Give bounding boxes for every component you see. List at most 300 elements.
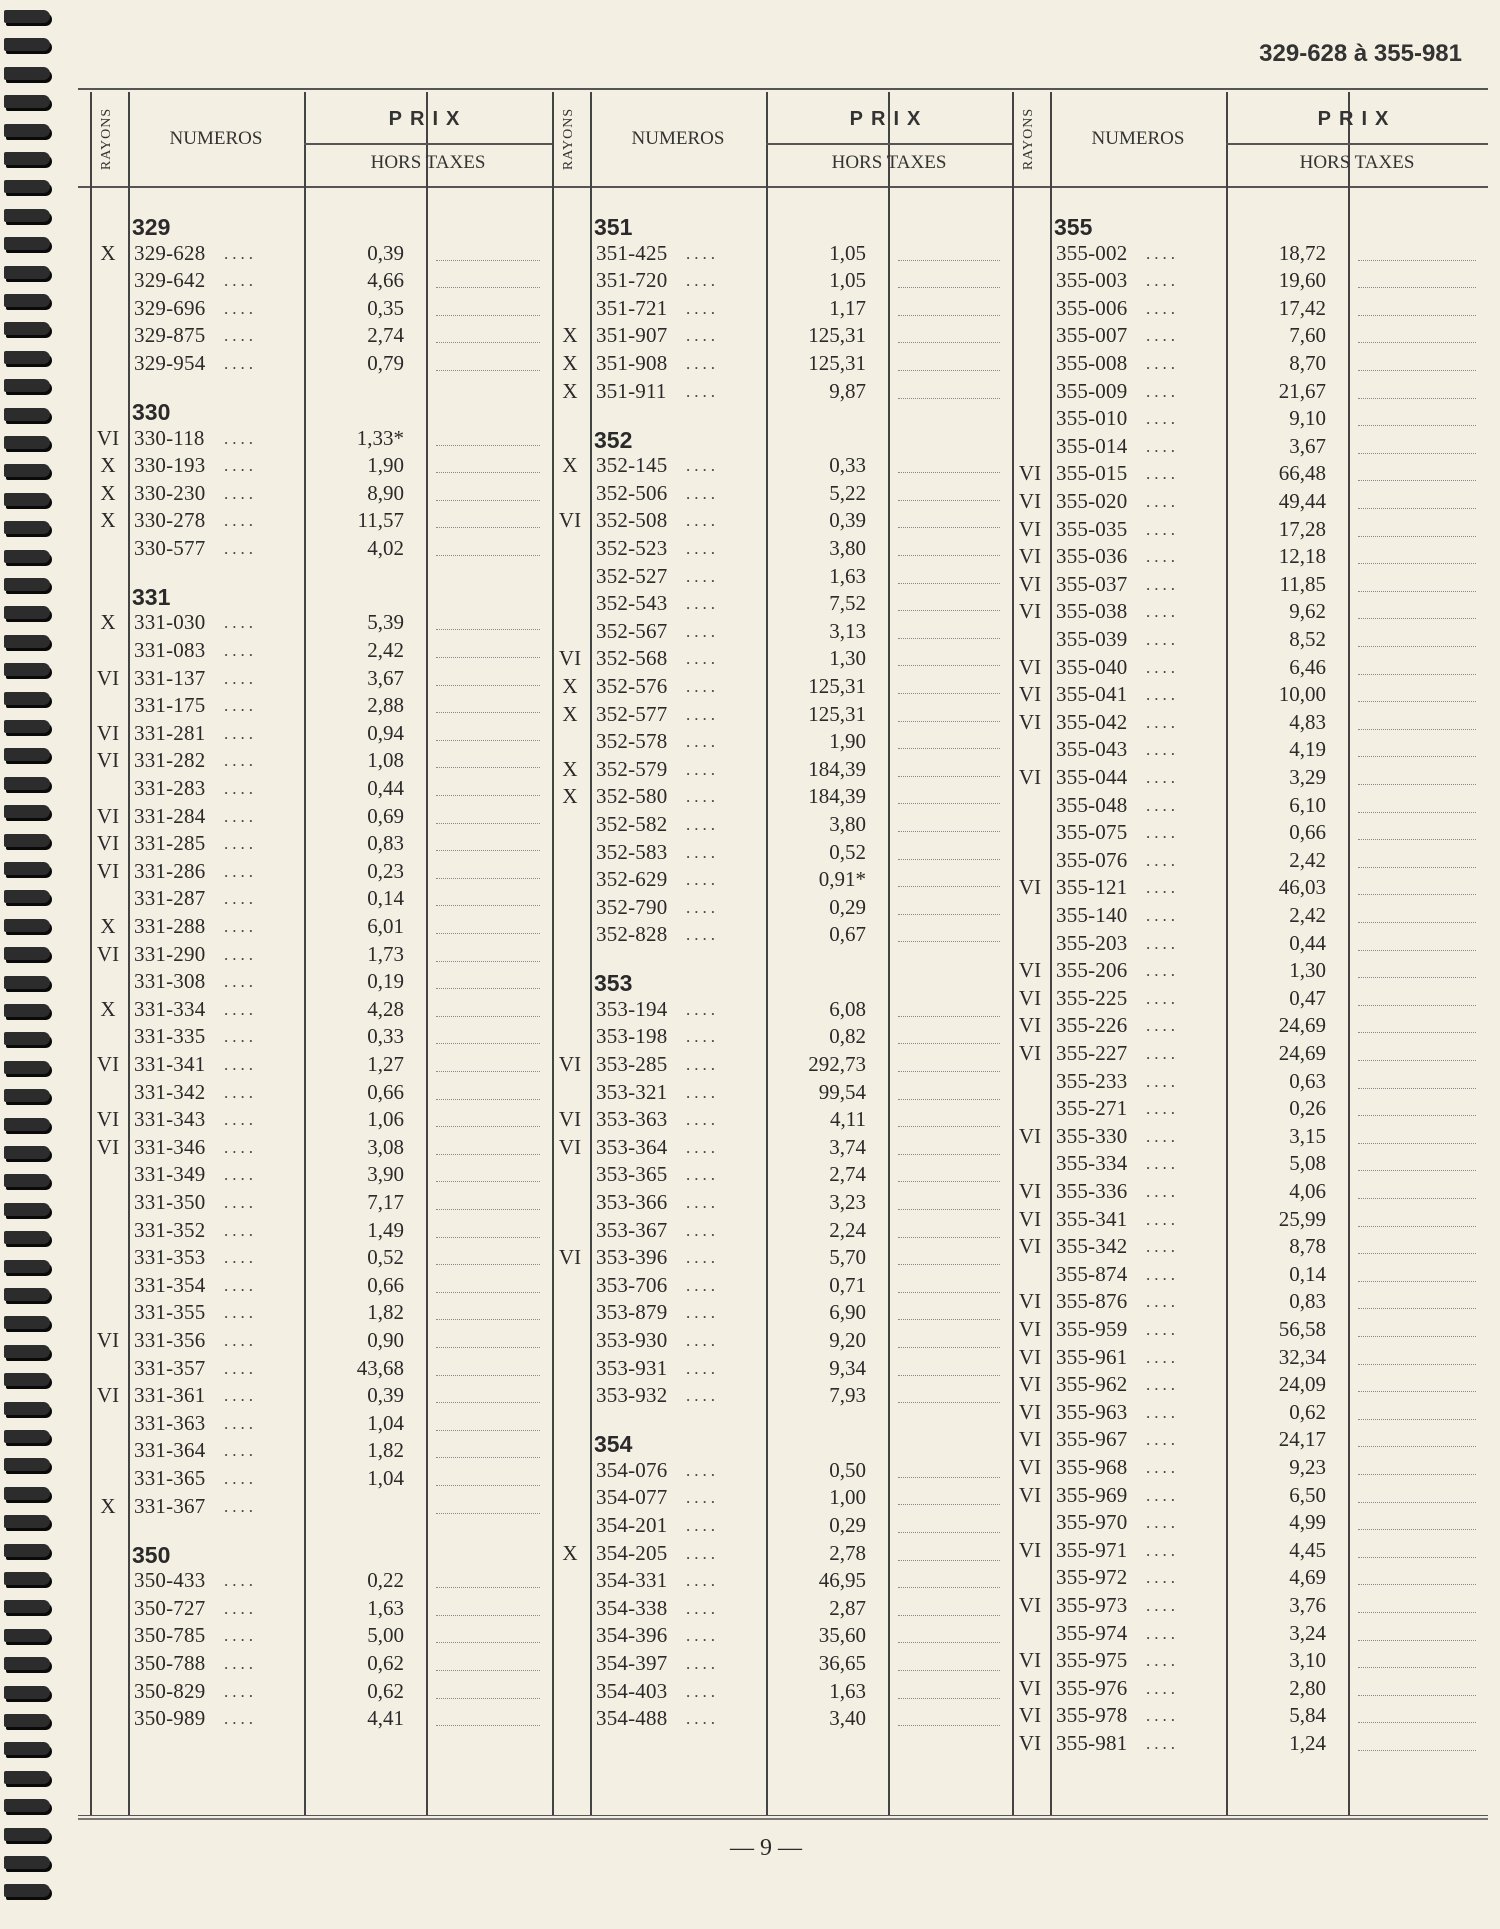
article-number: 355-975 xyxy=(1056,1648,1128,1673)
rayon-cell xyxy=(1012,1095,1048,1123)
price-value: 0,19 xyxy=(367,969,404,994)
price-value: 0,90 xyxy=(367,1328,404,1353)
column-divider xyxy=(128,92,130,1815)
price-value: 49,44 xyxy=(1278,489,1326,513)
article-number: 355-043 xyxy=(1056,737,1128,762)
binding-ring xyxy=(4,1714,50,1727)
page-number: — 9 — xyxy=(730,1835,802,1861)
article-number: 352-567 xyxy=(596,618,668,643)
entry-line xyxy=(1358,1557,1476,1558)
binding-ring xyxy=(4,1004,50,1017)
price-value: 0,14 xyxy=(367,886,404,911)
leader-dots: .... xyxy=(1146,823,1179,843)
entry-line xyxy=(898,555,1000,556)
binding-ring xyxy=(4,578,50,591)
article-number: 355-876 xyxy=(1056,1289,1128,1314)
leader-dots: .... xyxy=(1146,1347,1179,1367)
footer-rule xyxy=(78,1818,1488,1820)
price-value: 6,08 xyxy=(829,996,866,1021)
entry-line xyxy=(1358,1253,1476,1254)
leader-dots: .... xyxy=(686,842,719,862)
article-number: 352-527 xyxy=(596,563,668,588)
entry-line xyxy=(1358,674,1476,675)
rayon-cell xyxy=(552,1299,588,1327)
body-bottom-rule xyxy=(78,1815,1488,1816)
entry-line xyxy=(1358,1446,1476,1447)
entry-line xyxy=(436,1099,540,1100)
entry-line xyxy=(436,1513,540,1514)
rayon-cell: VI xyxy=(1018,875,1042,900)
price-value: 24,09 xyxy=(1278,1372,1326,1397)
rayon-cell xyxy=(90,1705,126,1733)
entry-line xyxy=(436,878,540,879)
price-value: 1,49 xyxy=(367,1217,404,1242)
rayon-cell: VI xyxy=(1018,1234,1042,1259)
price-value: 3,80 xyxy=(829,535,866,560)
entry-line xyxy=(436,1402,540,1403)
article-number: 329-875 xyxy=(134,323,206,348)
binding-ring xyxy=(4,322,50,335)
column-divider xyxy=(590,92,592,1815)
article-number: 353-367 xyxy=(596,1217,668,1242)
price-value: 5,08 xyxy=(1289,1151,1326,1176)
price-value: 4,69 xyxy=(1289,1565,1326,1590)
leader-dots: .... xyxy=(686,1082,719,1102)
price-value: 0,66 xyxy=(367,1079,404,1104)
price-value: 1,04 xyxy=(367,1410,404,1435)
article-number: 331-357 xyxy=(134,1355,206,1380)
price-value: 1,90 xyxy=(829,729,866,754)
article-number: 351-720 xyxy=(596,268,668,293)
leader-dots: .... xyxy=(686,1248,719,1268)
price-value: 125,31 xyxy=(808,351,866,375)
leader-dots: .... xyxy=(686,1515,719,1535)
price-value: 1,30 xyxy=(829,646,866,671)
leader-dots: .... xyxy=(1146,1623,1179,1643)
article-number: 355-330 xyxy=(1056,1123,1128,1148)
entry-line xyxy=(436,500,540,501)
rayon-cell xyxy=(552,1650,588,1678)
rayon-cell xyxy=(90,885,126,913)
price-value: 6,46 xyxy=(1289,654,1326,679)
binding-ring xyxy=(4,436,50,449)
rayon-cell xyxy=(90,775,126,803)
article-number: 355-015 xyxy=(1056,461,1128,486)
rayon-cell: VI xyxy=(1018,544,1042,569)
article-number: 352-543 xyxy=(596,591,668,616)
article-number: 354-338 xyxy=(596,1595,668,1620)
rayon-cell: VI xyxy=(96,1134,120,1159)
rayon-cell xyxy=(552,1484,588,1512)
price-value: 46,03 xyxy=(1278,875,1326,900)
price-value: 2,42 xyxy=(1289,847,1326,872)
binding-ring xyxy=(4,1288,50,1301)
leader-dots: .... xyxy=(224,1303,257,1323)
price-value: 43,68 xyxy=(356,1355,404,1380)
leader-dots: .... xyxy=(224,428,257,448)
price-value: 3,40 xyxy=(829,1706,866,1731)
price-value: 3,90 xyxy=(367,1162,404,1187)
price-value: 8,90 xyxy=(367,480,404,505)
entry-line xyxy=(898,260,1000,261)
article-number: 331-287 xyxy=(134,886,206,911)
rayon-cell xyxy=(90,1410,126,1438)
article-number: 354-077 xyxy=(596,1485,668,1510)
entry-line xyxy=(1358,1281,1476,1282)
entry-line xyxy=(436,767,540,768)
article-number: 331-308 xyxy=(134,969,206,994)
leader-dots: .... xyxy=(224,1626,257,1646)
price-value: 0,44 xyxy=(367,776,404,801)
rayon-cell xyxy=(552,1457,588,1485)
rayon-cell xyxy=(552,1327,588,1355)
binding-ring xyxy=(4,919,50,932)
entry-line xyxy=(898,1698,1000,1699)
leader-dots: .... xyxy=(224,1082,257,1102)
rayon-cell xyxy=(90,1595,126,1623)
article-number: 355-203 xyxy=(1056,930,1128,955)
article-number: 355-341 xyxy=(1056,1206,1128,1231)
rayon-cell: VI xyxy=(1018,1123,1042,1148)
price-value: 0,47 xyxy=(1289,985,1326,1010)
entry-line xyxy=(898,776,1000,777)
rayons-header: RAYONS xyxy=(99,107,114,171)
rayon-cell xyxy=(552,1705,588,1733)
price-value: 17,28 xyxy=(1278,516,1326,541)
leader-dots: .... xyxy=(224,326,257,346)
entry-line xyxy=(436,850,540,851)
rayon-cell xyxy=(1012,1509,1048,1537)
entry-line xyxy=(1358,1364,1476,1365)
entry-line xyxy=(436,1485,540,1486)
article-number: 355-076 xyxy=(1056,847,1128,872)
price-value: 12,18 xyxy=(1278,544,1326,569)
price-value: 35,60 xyxy=(818,1623,866,1648)
leader-dots: .... xyxy=(686,1653,719,1673)
rayon-cell xyxy=(90,350,126,378)
rayon-cell xyxy=(552,240,588,268)
leader-dots: .... xyxy=(224,613,257,633)
entry-line xyxy=(898,1154,1000,1155)
price-value: 0,66 xyxy=(367,1272,404,1297)
price-value: 9,34 xyxy=(829,1355,866,1380)
leader-dots: .... xyxy=(224,1275,257,1295)
leader-dots: .... xyxy=(224,917,257,937)
entry-line xyxy=(436,527,540,528)
rayon-cell: VI xyxy=(1018,1344,1042,1369)
leader-dots: .... xyxy=(224,1193,257,1213)
rayon-cell: VI xyxy=(1018,709,1042,734)
price-value: 24,69 xyxy=(1278,1041,1326,1065)
article-number: 329-628 xyxy=(134,240,206,265)
binding-ring xyxy=(4,663,50,676)
article-number: 331-083 xyxy=(134,638,206,663)
leader-dots: .... xyxy=(1146,1402,1179,1422)
price-value: 5,70 xyxy=(829,1245,866,1270)
article-number: 355-044 xyxy=(1056,765,1128,789)
price-value: 125,31 xyxy=(808,323,866,348)
rayon-cell: VI xyxy=(558,508,582,533)
top-rule xyxy=(78,88,1488,90)
entry-line xyxy=(898,472,1000,473)
price-value: 1,17 xyxy=(829,295,866,320)
binding-ring xyxy=(4,464,50,477)
article-number: 331-137 xyxy=(134,665,206,690)
rayon-cell: VI xyxy=(96,720,120,745)
leader-dots: .... xyxy=(224,641,257,661)
price-value: 0,71 xyxy=(829,1272,866,1297)
price-value: 0,91* xyxy=(818,867,866,892)
column-divider xyxy=(1050,92,1052,1815)
entry-line xyxy=(1358,1170,1476,1171)
rayon-cell xyxy=(1012,626,1048,654)
leader-dots: .... xyxy=(224,1027,257,1047)
rayon-cell: X xyxy=(562,756,578,781)
rayon-cell: X xyxy=(562,1540,578,1565)
entry-line xyxy=(898,527,1000,528)
article-number: 355-233 xyxy=(1056,1068,1128,1093)
leader-dots: .... xyxy=(1146,1430,1179,1450)
leader-dots: .... xyxy=(686,594,719,614)
rayon-cell xyxy=(90,637,126,665)
hors-taxes-header: HORS TAXES xyxy=(831,152,947,173)
rayon-cell xyxy=(1012,847,1048,875)
article-number: 331-353 xyxy=(134,1245,206,1270)
article-number: 329-642 xyxy=(134,268,206,293)
article-number: 355-981 xyxy=(1056,1731,1128,1755)
leader-dots: .... xyxy=(1146,1540,1179,1560)
column-divider xyxy=(1348,92,1350,1815)
leader-dots: .... xyxy=(1146,271,1179,291)
rayon-cell: VI xyxy=(96,665,120,690)
article-number: 355-969 xyxy=(1056,1482,1128,1507)
price-value: 0,62 xyxy=(367,1650,404,1675)
leader-dots: .... xyxy=(224,834,257,854)
article-number: 353-365 xyxy=(596,1162,668,1187)
rayon-cell xyxy=(1012,378,1048,406)
leader-dots: .... xyxy=(224,1681,257,1701)
price-value: 1,24 xyxy=(1289,1731,1326,1755)
price-value: 5,84 xyxy=(1289,1703,1326,1728)
entry-line xyxy=(1358,1226,1476,1227)
binding-ring xyxy=(4,1373,50,1386)
leader-dots: .... xyxy=(686,704,719,724)
entry-line xyxy=(436,1209,540,1210)
rayon-cell: VI xyxy=(96,941,120,966)
entry-line xyxy=(1358,618,1476,619)
article-number: 355-962 xyxy=(1056,1372,1128,1397)
article-number: 355-973 xyxy=(1056,1593,1128,1617)
leader-dots: .... xyxy=(686,566,719,586)
price-value: 0,52 xyxy=(829,839,866,864)
rayon-cell: VI xyxy=(1018,1399,1042,1424)
leader-dots: .... xyxy=(686,1709,719,1729)
entry-line xyxy=(1358,839,1476,840)
article-number: 331-346 xyxy=(134,1134,206,1159)
entry-line xyxy=(898,1725,1000,1726)
rayon-cell: VI xyxy=(1018,1731,1042,1755)
page-range-title: 329-628 à 355-981 xyxy=(1259,40,1462,67)
leader-dots: .... xyxy=(686,1681,719,1701)
column-divider xyxy=(1226,92,1228,1815)
leader-dots: .... xyxy=(686,1137,719,1157)
entry-line xyxy=(436,555,540,556)
leader-dots: .... xyxy=(686,732,719,752)
price-value: 17,42 xyxy=(1278,295,1326,320)
leader-dots: .... xyxy=(224,354,257,373)
entry-line xyxy=(1358,1667,1476,1668)
article-number: 331-334 xyxy=(134,996,206,1021)
price-value: 184,39 xyxy=(808,756,866,781)
price-value: 0,29 xyxy=(829,1512,866,1537)
price-value: 7,52 xyxy=(829,591,866,616)
rayon-cell xyxy=(1012,405,1048,433)
leader-dots: .... xyxy=(224,456,257,476)
entry-line xyxy=(1358,1336,1476,1337)
leader-dots: .... xyxy=(224,1165,257,1185)
entry-line xyxy=(1358,977,1476,978)
binding-ring xyxy=(4,379,50,392)
price-value: 0,66 xyxy=(1289,820,1326,845)
entry-line xyxy=(436,740,540,741)
binding-ring xyxy=(4,692,50,705)
leader-dots: .... xyxy=(1146,547,1179,567)
price-value: 25,99 xyxy=(1278,1206,1326,1231)
rayon-cell: VI xyxy=(1018,1013,1042,1038)
leader-dots: .... xyxy=(224,1386,257,1406)
article-number: 355-970 xyxy=(1056,1510,1128,1535)
entry-line xyxy=(436,315,540,316)
rayon-cell: X xyxy=(100,610,116,635)
entry-line xyxy=(1358,1115,1476,1116)
entry-line xyxy=(1358,370,1476,371)
entry-line xyxy=(1358,1143,1476,1144)
article-number: 352-629 xyxy=(596,867,668,892)
article-number: 355-014 xyxy=(1056,433,1128,458)
binding-ring xyxy=(4,1174,50,1187)
price-value: 19,60 xyxy=(1278,268,1326,293)
rayon-cell xyxy=(552,921,588,949)
price-value: 0,67 xyxy=(829,922,866,947)
rayon-cell: VI xyxy=(1018,1317,1042,1341)
entry-line xyxy=(436,629,540,630)
leader-dots: .... xyxy=(1146,1651,1179,1671)
rayon-cell xyxy=(90,1678,126,1706)
price-value: 1,30 xyxy=(1289,958,1326,983)
binding-ring xyxy=(4,209,50,222)
entry-line xyxy=(436,823,540,824)
rayon-cell xyxy=(1012,433,1048,461)
rayon-cell: VI xyxy=(1018,1289,1042,1314)
price-value: 3,29 xyxy=(1289,765,1326,789)
rayon-cell: X xyxy=(100,508,116,533)
rayon-cell: VI xyxy=(1018,1372,1042,1397)
entry-line xyxy=(1358,1474,1476,1475)
entry-line xyxy=(436,657,540,658)
rayon-cell: VI xyxy=(1018,1648,1042,1673)
article-number: 352-568 xyxy=(596,646,668,671)
entry-line xyxy=(1358,1032,1476,1033)
article-number: 355-075 xyxy=(1056,820,1128,845)
article-number: 355-002 xyxy=(1056,240,1128,265)
leader-dots: .... xyxy=(686,1386,719,1406)
price-value: 0,22 xyxy=(367,1568,404,1593)
entry-line xyxy=(1358,950,1476,951)
entry-line xyxy=(898,1532,1000,1533)
entry-line xyxy=(436,445,540,446)
entry-line xyxy=(898,665,1000,666)
price-value: 2,24 xyxy=(829,1217,866,1242)
article-number: 354-205 xyxy=(596,1540,668,1565)
leader-dots: .... xyxy=(1146,1209,1179,1229)
rayon-cell xyxy=(552,535,588,563)
rayon-cell: VI xyxy=(1018,958,1042,983)
leader-dots: .... xyxy=(686,483,719,503)
leader-dots: .... xyxy=(224,751,257,771)
price-value: 3,15 xyxy=(1289,1123,1326,1148)
entry-line xyxy=(1358,260,1476,261)
rayon-cell: X xyxy=(562,673,578,698)
price-value: 1,63 xyxy=(829,563,866,588)
group-title: 352 xyxy=(594,426,633,453)
group-title: 354 xyxy=(594,1431,633,1458)
rayon-cell xyxy=(552,1595,588,1623)
price-value xyxy=(314,1493,404,1521)
price-value: 2,88 xyxy=(367,693,404,718)
price-value: 0,23 xyxy=(367,858,404,883)
leader-dots: .... xyxy=(1146,1071,1179,1091)
binding-ring xyxy=(4,521,50,534)
rayons-header: RAYONS xyxy=(561,107,576,171)
article-number: 352-508 xyxy=(596,508,668,533)
binding-ring xyxy=(4,947,50,960)
article-number: 355-963 xyxy=(1056,1399,1128,1424)
entry-line xyxy=(436,795,540,796)
article-number: 330-230 xyxy=(134,480,206,505)
leader-dots: .... xyxy=(224,696,257,716)
rayon-cell xyxy=(552,1161,588,1189)
entry-line xyxy=(898,721,1000,722)
leader-dots: .... xyxy=(686,1055,719,1075)
group-title: 353 xyxy=(594,970,633,997)
rayon-cell: VI xyxy=(1018,599,1042,624)
leader-dots: .... xyxy=(1146,1678,1179,1698)
rayon-cell xyxy=(552,1023,588,1051)
leader-dots: .... xyxy=(224,538,257,558)
binding-ring xyxy=(4,1572,50,1585)
leader-dots: .... xyxy=(1146,1182,1179,1201)
entry-line xyxy=(436,1725,540,1726)
entry-line xyxy=(1358,1640,1476,1641)
price-value: 32,34 xyxy=(1278,1344,1326,1369)
entry-line xyxy=(898,1016,1000,1017)
rayon-cell: X xyxy=(562,351,578,375)
price-value: 5,22 xyxy=(829,480,866,505)
leader-dots: .... xyxy=(1146,933,1179,953)
entry-line xyxy=(436,1016,540,1017)
rayon-cell xyxy=(1012,1564,1048,1592)
leader-dots: .... xyxy=(1146,1237,1179,1257)
price-value: 6,01 xyxy=(367,914,404,939)
leader-dots: .... xyxy=(1146,436,1179,456)
price-value: 99,54 xyxy=(818,1079,866,1104)
leader-dots: .... xyxy=(1146,988,1179,1008)
article-number: 331-342 xyxy=(134,1079,206,1104)
price-value: 0,33 xyxy=(829,453,866,478)
rayon-cell xyxy=(552,1678,588,1706)
binding-ring xyxy=(4,777,50,790)
entry-line xyxy=(1358,398,1476,399)
